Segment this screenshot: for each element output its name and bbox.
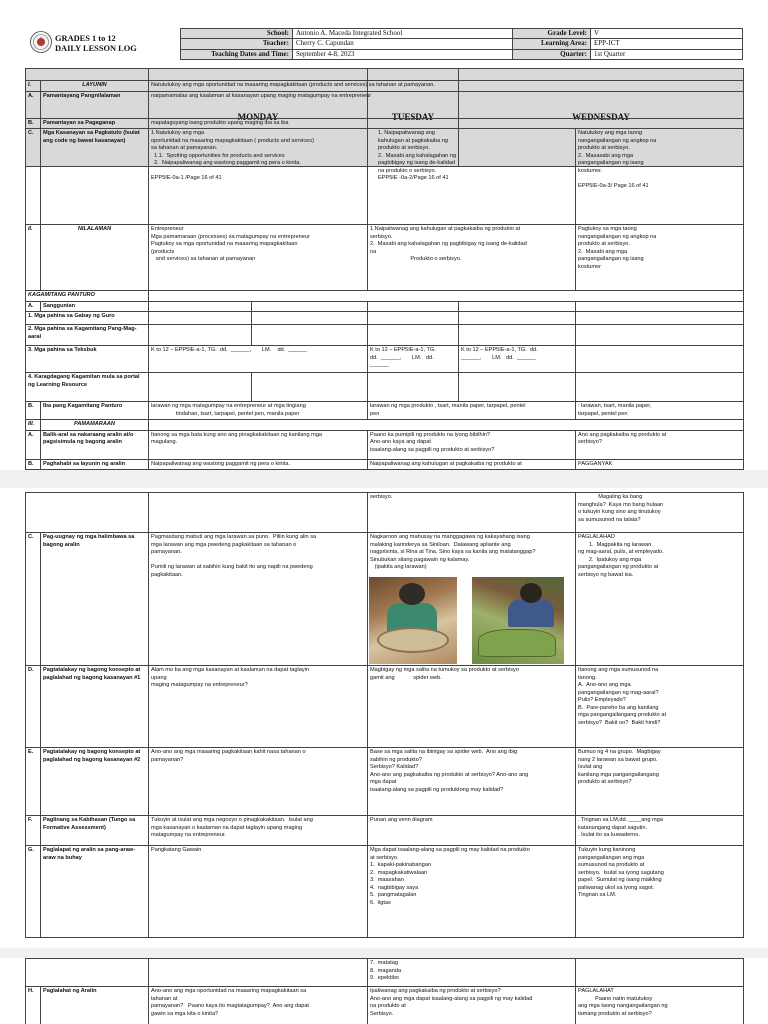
konsepto-1-label: Pagtatalakay ng bagong konsepto at paglalahad ng bagong kasanayan #1	[41, 666, 149, 748]
paglalapat-monday: Pangkatang Gawain	[149, 846, 368, 938]
nilalaman-num: II.	[26, 225, 41, 291]
konsepto-1-monday: Alam mo ba ang mga kasanayan at kaalaman na dapat taglayin upang maging matagumpay na entrepreneur?	[149, 666, 368, 748]
iba-monday: larawan ng mga matagumpay na entrepreneur at mga tingiang tindahan, tsart, tarpapel, pentel pen, manila paper	[149, 402, 368, 420]
iba-label: Iba pang Kagamitang Panturo	[41, 402, 149, 420]
konsepto-1-friday: Itanong ang mga sumusunod na tanong. A. Ano-ano ang mga pangangailangan ng mag-aaral? Pulis? Empleyado? B. Pare-pareho ba ang kanilang mga pangangailangang produkto at serbisyo? Bakit oo? Bakit hindi?	[576, 666, 744, 748]
title-line-1: GRADES 1 to 12	[55, 34, 116, 43]
paglalahat-monday: Ano-ano ang mga oportunidad na maaaring mapagkakitaan sa tahanan at pamayanan? Paano kaya ito magtatagumpay? Ano ang dapat gawin sa mga kita o kinita?	[149, 987, 368, 1024]
page-1	[0, 0, 768, 470]
konsepto-2-num: E.	[26, 748, 41, 816]
konsepto-2-wednesday: Base sa mga salita na ibinigay sa spider web. Ano ang ibig sabihin ng produkto? Serbisyo? Kalidad? Ano-ano ang pagkakaiba ng produkto at serbisyo? Ano-ano ang mga dapat isaalang-alang sa pagpili ng produktong may kalidad?	[368, 748, 576, 816]
teksbuk-monday: K to 12 – EPP5IE-a-1, TG. dd. ______, LM. dd. ______	[149, 346, 368, 373]
paghahabi-num: B.	[26, 459, 41, 470]
paghahabi-wednesday: Naipapaliwanag ang kahulugan at pagkakaiba ng produkto at	[368, 459, 576, 470]
pamantayang-num: A.	[26, 91, 41, 118]
paghahabi-monday: Naipapaliwanag ang wastong paggamit ng pera o kinita.	[149, 459, 368, 470]
sanggunian-num: A.	[26, 301, 41, 312]
layunin-num: I.	[26, 81, 41, 92]
pag-uugnay-num: C.	[26, 533, 41, 666]
area-label: Learning Area:	[513, 39, 591, 49]
karagdagang-label: 4. Karagdagang Kagamitan mula sa portal ng Learning Resource	[26, 373, 149, 402]
kabihasan-num: F.	[26, 816, 41, 846]
paglalahat-wednesday: Ipaliwanag ang pagkakaiba ng produkto at serbisyo? Ano-ano ang mga dapat isaalang-alang sa pagpili ng may kalidad na produkto at Serbisyo.	[368, 987, 576, 1024]
area-value: EPP-ICT	[591, 39, 743, 49]
kasanayan-num: C.	[26, 129, 41, 225]
continued-friday: Magaling ka bang manghula? Kaya mo bang hulaan o tukuyin kung sino ang tinutukoy sa sumusunod na talata?	[576, 493, 744, 533]
school-value: Antonio A. Maceda Integrated School	[293, 29, 513, 39]
paglalapat-label: Paglalapat ng aralin sa pang-araw-araw na buhay	[41, 846, 149, 938]
continued-wednesday: serbisyo.	[368, 493, 576, 533]
continued-list-wednesday: 7. matatag 8. maganda 9. epektibo	[368, 959, 576, 987]
lesson-log-table-2	[25, 492, 744, 938]
kabihasan-friday: . Tingnan sa LM,dd. ____ang mga katanungang dapat sagutin. . Isulat ito sa kuwaderno.	[576, 816, 744, 846]
grade-value: V	[591, 29, 743, 39]
kabihasan-monday: Tukuyin at isulat ang mga negosyo o pinagkakakitaan. Isulat ang mga kasanayan o kaalaman na dapat taglayin upang maging matagumpay na entrepreneur.	[149, 816, 368, 846]
konsepto-2-label: Pagtatalakay ng bagong konsepto at paglalahad ng bagong kasanayan #2	[41, 748, 149, 816]
pag-uugnay-wednesday: Nagkaroon ang mahusay na manggagawa ng kakayahang isang malaking karinderya sa Siniloan. Dalawang apliante ang nagprisinta, si Rina at Tina. Sino kaya sa kanila ang matatanggap? Sinubukan silang pagawain ng kalamay. (ipakita ang larawan)	[368, 533, 576, 666]
kabihasan-wednesday: Punan ang venn diagram	[368, 816, 576, 846]
iba-wednesday: larawan ng mga produkto , tsart, manila paper, tarpapel, pentel pen	[368, 402, 576, 420]
balik-aral-monday: Itanong sa mga bata kung ano ang pinagkakakitaan ng kanilang mga magulang.	[149, 430, 368, 459]
pag-uugnay-label: Pag-uugnay ng mga halimbawa sa bagong aralin	[41, 533, 149, 666]
kasanayan-label: Mga Kasanayan sa Pagkatuto (Isulat ang code ng bawat kasanayan)	[41, 129, 149, 225]
gabay-guro-label: 1. Mga pahina sa Gabay ng Guro	[26, 312, 149, 325]
school-label: School:	[181, 29, 293, 39]
iba-num: B.	[26, 402, 41, 420]
teksbuk-thursday: K to 12 – EPP5IE-a-1, TG. dd. ______, LM. dd. ______	[459, 346, 576, 373]
kalamay-photo-rina	[369, 577, 457, 664]
quarter-value: 1st Quarter	[591, 49, 743, 59]
pamamaraan-num: III.	[26, 420, 41, 431]
teacher-label: Teacher:	[181, 39, 293, 49]
paglalapat-wednesday: Mga dapat isaalang-alang sa pagpili ng may kalidad na produkto at serbisyo. 1. kapaki-pakinabangan 2. mapagkakatiwalaan 3. maasahan 4. nagbibigay saya 5. pangmatagalan 6. ligtas	[368, 846, 576, 938]
teacher-value: Cherry C. Capundan	[293, 39, 513, 49]
nilalaman-friday: Pagtukoy sa mga taong nangangailangan ng angkop na produkto at serbisyo. 2. Masabi ang mga pangangailangan ng isang kostumer	[576, 225, 744, 291]
lesson-log-table-1b	[25, 80, 744, 470]
layunin-text: Natututukoy ang mga oportunidad na maaaring mapagkakitaan (products and services) sa tahanan at pamayanan.	[149, 81, 744, 92]
kagamitang-mag-aaral-label: 2. Mga pahina sa Kagamitang Pang-Mag-aaral	[26, 325, 149, 346]
balik-aral-wednesday: Paano ka pumipili ng produkto na iyong bibilhin? Ano-ano kaya ang dapat isaalang-alang sa pagpili ng produkto at serbisyo?	[368, 430, 576, 459]
pamantayang-text: naipamamalas ang kaalaman at kasanayan upang maging matagumpay na entrepreneur	[149, 91, 744, 118]
page-2	[0, 488, 768, 948]
kasanayan-wednesday: 1. Naipapaliwanag ang kahulugan at pagkakaiba ng produkto at serbisyo. 2. Masabi ang kahalagahan ng pagbibigay ng isang de-kalidad na produkto o serbisyo. EPP5IE -0a-2/Page 16 of 41	[368, 129, 576, 225]
page-title	[55, 34, 137, 54]
page-gap-2	[0, 948, 768, 958]
paglalahat-friday: PAGLALAHAT Paano natin matutukoy ang mga taong nangangailangan ng tamang produkto at serbisyo?	[576, 987, 744, 1024]
pagaganap-num: B.	[26, 118, 41, 129]
paglalapat-friday: Tukuyin kung kaninong pangangailangan ang mga sumusunod na produkto at serbisyo. Isulat sa iyong sagutang papel. Sumulat ng isang maikling paliwanag ukol sa iyong sagot. Tingnan sa LM.	[576, 846, 744, 938]
balik-aral-num: A.	[26, 430, 41, 459]
nilalaman-wednesday: 1.Naipaliwanag ang kahulugan at pagkakaiba ng produkto at serbisyo. 2. Masabi ang kahalagahan ng pagbibigay ng isang de-kalidad na Produkto o serbisyo.	[368, 225, 576, 291]
paglalahat-num: H.	[26, 987, 41, 1024]
konsepto-2-monday: Ano-ano ang mga maaaring pagkakitaan kahit nasa tahanan o pamayanan?	[149, 748, 368, 816]
paglalapat-num: G.	[26, 846, 41, 938]
kabihasan-label: Paglinang sa Kabihasan (Tungo sa Formative Assessment)	[41, 816, 149, 846]
lesson-log-table-3	[25, 958, 744, 1024]
konsepto-1-num: D.	[26, 666, 41, 748]
balik-aral-friday: Ano ang pagkakaiba ng produkto at serbisyo?	[576, 430, 744, 459]
header-table	[180, 28, 743, 60]
kasanayan-monday: 1.Natutukoy ang mga oportunidad na maaaring mapagkakitaan ( products and services) sa tahanan at pamayanan. 1.1. Spotting opportunities for products and services 2. Naipapaliwanag ang wastong paggamit ng pera o kinita. EPP5IE-0a-1 /Page 16 of 41	[149, 129, 368, 225]
pag-uugnay-friday: PAGLALAHAD 1. Magpakita ng larawan ng mag-aaral, pulis, at empleyado. 2. Ipatukoy ang mga pangangailangan ng produkto at serbisyo ng bawat isa.	[576, 533, 744, 666]
iba-friday: : larawan, tsart, manila paper, tarpapel, pentel pen	[576, 402, 744, 420]
pag-uugnay-monday: Pagmasdang mabuti ang mga larawan sa puno. Piliin kung alin sa mga larawan ang mga pwedeng pagkakitaan sa tahanan o pamayanan. Pumili ng larawan at sabihin kung bakit ito ang napili na pwedeng pagkakitaan.	[149, 533, 368, 666]
kalamay-photo-tina	[472, 577, 564, 664]
pagaganap-label: Pamantayan sa Pagaganap	[41, 118, 149, 129]
kagamitan-heading: KAGAMITANG PANTURO	[26, 291, 149, 302]
layunin-heading: LAYUNIN	[41, 81, 149, 92]
dates-label: Teaching Dates and Time:	[181, 49, 293, 59]
nilalaman-monday: Entrepreneur Mga pamamaraan (processes) sa matagumpay na entrepreneur Pagtukoy sa mga oportunidad na maaaring mapagkakitaan (products and services) sa tahanan at pamayanan	[149, 225, 368, 291]
day-wednesday: WEDNESDAY	[459, 69, 744, 167]
title-line-2: DAILY LESSON LOG	[55, 44, 137, 53]
kasanayan-friday: Natutukoy ang mga taong nangangailangan ng angkop na produkto at serbisyo. 2. Masasabi ang mga pangangailangan ng isang kostumer. EPP5IE-0a-3/ Page 16 of 41	[576, 129, 744, 225]
pamantayang-label: Pamantayang Pangnilalaman	[41, 91, 149, 118]
page-3	[0, 958, 768, 1024]
deped-seal-icon	[30, 31, 52, 53]
balik-aral-label: Balik-aral sa nakaraang aralin at/o pagsisimula ng bagong aralin	[41, 430, 149, 459]
konsepto-2-friday: Bumuo ng 4 na grupo. Magbigay nang 2 larawan sa bawat grupo. Isulat ang kanilang mga pangangailangang produkto at serbisyo?	[576, 748, 744, 816]
sanggunian-label: Sanggunian	[41, 301, 149, 312]
pamamaraan-heading: PAMAMARAAN	[41, 420, 149, 431]
quarter-label: Quarter:	[513, 49, 591, 59]
nilalaman-heading: NILALAMAN	[41, 225, 149, 291]
dates-value: September 4-8, 2023	[293, 49, 513, 59]
paghahabi-friday: PAGGANYAK	[576, 459, 744, 470]
teksbuk-label: 3. Mga pahina sa Teksbuk	[26, 346, 149, 373]
paghahabi-label: Paghahabi sa layunin ng aralin	[41, 459, 149, 470]
day-tuesday: TUESDAY	[368, 69, 459, 167]
grade-label: Grade Level:	[513, 29, 591, 39]
teksbuk-wednesday: K to 12 – EPP5IE-a-1, TG. dd. ______, LM. dd. ______	[368, 346, 459, 373]
pagaganap-text: mapalaguyang isang produkto upang maging iba sa iba	[149, 118, 744, 129]
day-monday: MONDAY	[149, 69, 368, 167]
paglalahat-label: Paglalahat ng Aralin	[41, 987, 149, 1024]
konsepto-1-wednesday: Magbigay ng mga salita na tumukoy sa produkto at serbisyo gamit ang spider web.	[368, 666, 576, 748]
page-gap-1	[0, 470, 768, 488]
